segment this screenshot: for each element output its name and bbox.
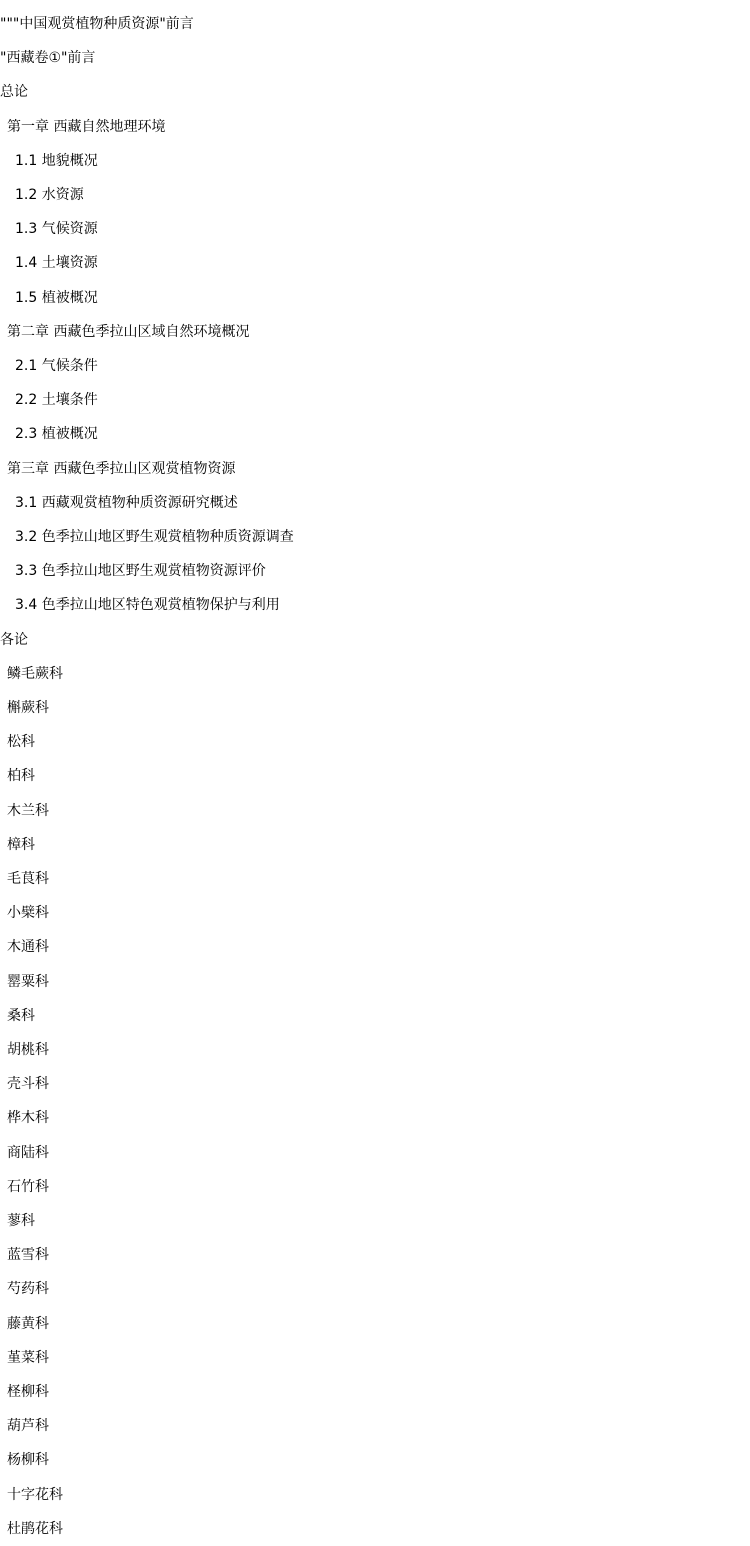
toc-item[interactable]: 蓼科: [7, 1213, 35, 1229]
toc-item[interactable]: 葫芦科: [7, 1418, 49, 1435]
toc-item[interactable]: 堇菜科: [7, 1349, 49, 1366]
toc-item[interactable]: "西藏卷①"前言: [0, 50, 96, 67]
toc-item[interactable]: 杜鹃花科: [7, 1520, 63, 1537]
toc-item[interactable]: 桦木科: [7, 1110, 49, 1127]
toc-item[interactable]: 杨柳科: [7, 1452, 49, 1469]
toc-item[interactable]: 商陆科: [7, 1144, 49, 1161]
toc-item[interactable]: 毛茛科: [7, 871, 49, 887]
toc-item[interactable]: 小檗科: [7, 905, 49, 922]
toc-item[interactable]: 柏科: [7, 768, 35, 785]
toc-item[interactable]: 总论: [0, 84, 28, 101]
toc-item[interactable]: 木兰科: [7, 802, 49, 819]
toc-item[interactable]: 第三章 西藏色季拉山区观赏植物资源: [7, 460, 236, 477]
toc-item[interactable]: 松科: [7, 734, 35, 751]
toc-item[interactable]: 樟科: [7, 836, 35, 853]
toc-item[interactable]: 2.3 植被概况: [15, 426, 98, 443]
toc-item[interactable]: 1.2 水资源: [15, 187, 84, 203]
toc-item[interactable]: 槲蕨科: [7, 700, 49, 716]
toc-item[interactable]: 石竹科: [7, 1178, 49, 1195]
toc-item[interactable]: 1.1 地貌概况: [15, 152, 98, 169]
toc-item[interactable]: 各论: [0, 631, 28, 648]
toc-item[interactable]: 鳞毛蕨科: [7, 665, 63, 682]
toc-item[interactable]: 蓝雪科: [7, 1247, 49, 1264]
toc-item[interactable]: 芍药科: [7, 1281, 49, 1298]
toc-item[interactable]: """中国观赏植物种质资源"前言: [0, 16, 194, 32]
toc-item[interactable]: 十字花科: [7, 1486, 63, 1503]
toc-item[interactable]: 3.4 色季拉山地区特色观赏植物保护与利用: [15, 597, 280, 614]
toc-item[interactable]: 藤黄科: [7, 1315, 49, 1332]
toc-item[interactable]: 柽柳科: [7, 1384, 49, 1400]
toc-item[interactable]: 木通科: [7, 939, 49, 956]
toc-item[interactable]: 2.1 气候条件: [15, 358, 98, 374]
toc-item[interactable]: 胡桃科: [7, 1042, 49, 1058]
toc-item[interactable]: 第二章 西藏色季拉山区域自然环境概况: [7, 323, 250, 340]
toc-item[interactable]: 第一章 西藏自然地理环境: [7, 118, 166, 135]
toc-item[interactable]: 罂粟科: [7, 973, 49, 990]
toc-item[interactable]: 3.2 色季拉山地区野生观赏植物种质资源调查: [15, 529, 294, 545]
toc-item[interactable]: 1.4 土壤资源: [15, 255, 98, 272]
toc-item[interactable]: 3.3 色季拉山地区野生观赏植物资源评价: [15, 563, 266, 580]
toc-item[interactable]: 桑科: [7, 1007, 35, 1024]
toc-item[interactable]: 壳斗科: [7, 1076, 49, 1093]
toc-item[interactable]: 2.2 土壤条件: [15, 392, 98, 409]
toc-item[interactable]: 3.1 西藏观赏植物种质资源研究概述: [15, 494, 238, 511]
toc-item[interactable]: 1.3 气候资源: [15, 221, 98, 238]
toc-item[interactable]: 1.5 植被概况: [15, 289, 98, 306]
